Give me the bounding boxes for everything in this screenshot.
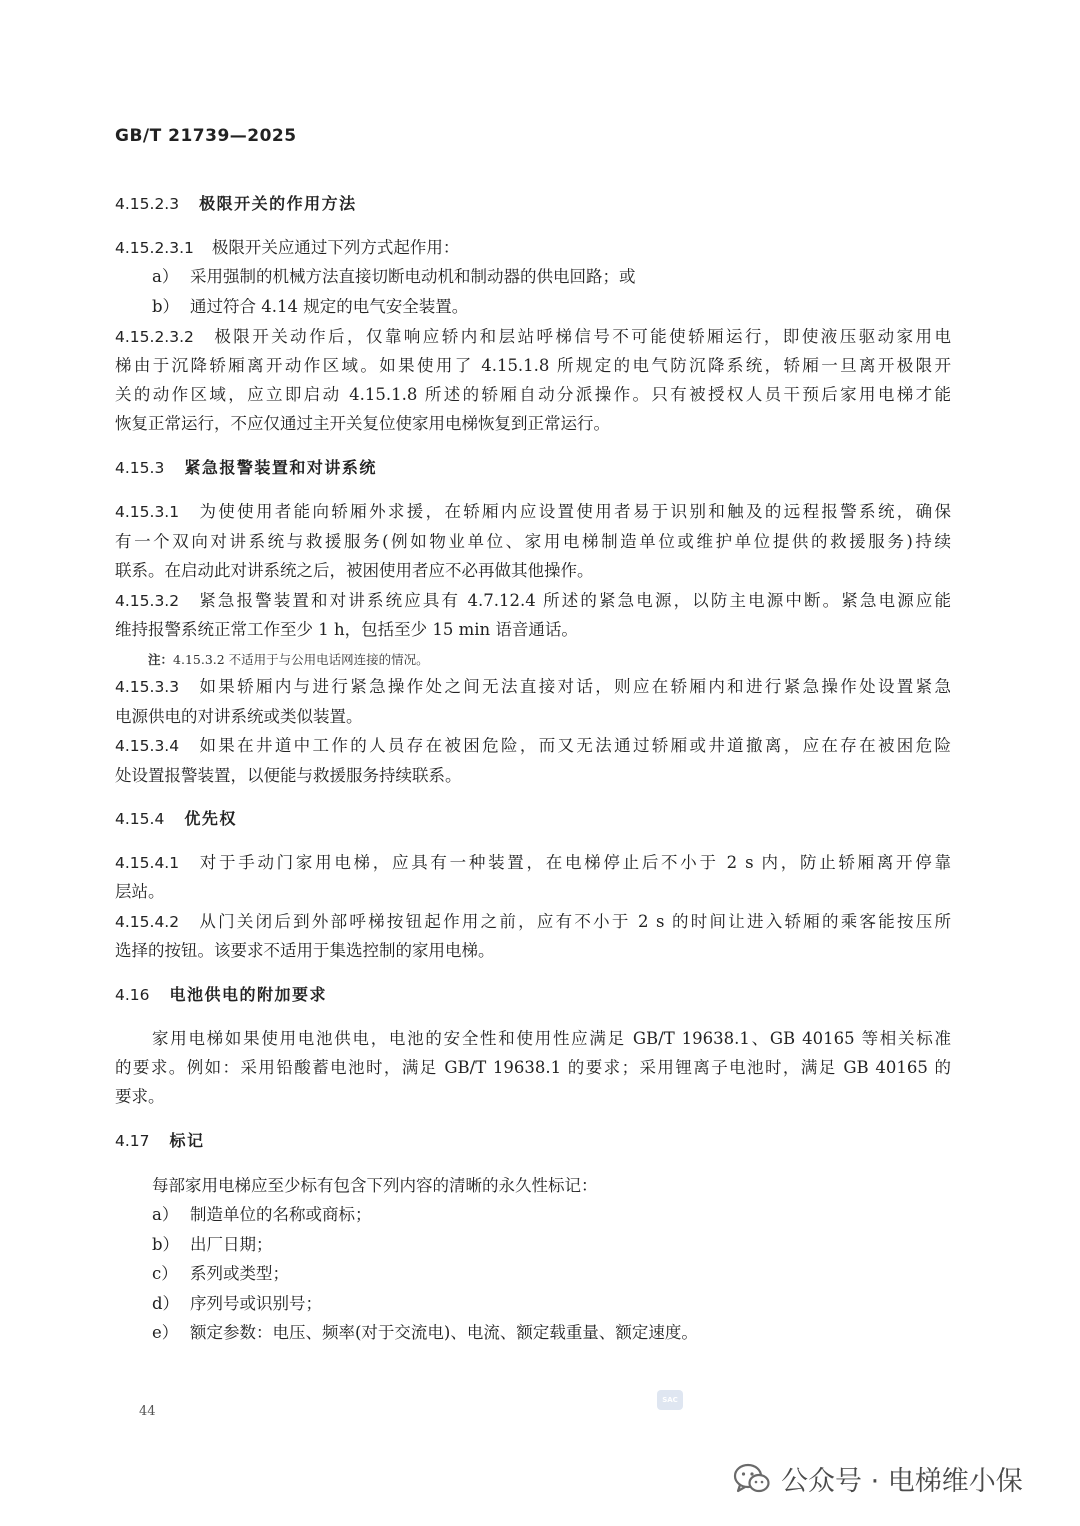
clause-4-15-2-3-1: [115, 233, 951, 263]
clause-number: 4.15.3.3: [115, 678, 180, 696]
clause-line: 如果在井道中工作的人员存在被困危险，而又无法通过轿厢或井道撤离，应在存在被困危险: [197, 736, 951, 755]
list-item: [152, 1200, 372, 1229]
section-number: 4.16: [115, 986, 150, 1004]
seal-text: SAC: [662, 1396, 678, 1404]
clause-number: 4.15.4.2: [115, 913, 180, 931]
clause-line: 如果轿厢内与进行紧急操作处之间无法直接对话，则应在轿厢内和进行紧急操作处设置紧急: [197, 677, 951, 696]
paragraph-line: 要求。: [115, 1087, 165, 1106]
clause-line: 为使使用者能向轿厢外求援，在轿厢内应设置使用者易于识别和触及的远程报警系统，确保: [197, 502, 951, 521]
clause-number: 4.15.3.2: [115, 592, 180, 610]
sac-seal-icon: [657, 1390, 683, 1410]
list-text: 采用强制的机械方法直接切断电动机和制动器的供电回路；或: [190, 267, 636, 286]
list-text: 额定参数：电压、频率(对于交流电)、电流、额定载重量、额定速度。: [190, 1323, 698, 1342]
section-heading-4-16: [115, 980, 327, 1010]
list-item: [152, 262, 636, 291]
list-item: [152, 1259, 289, 1288]
section-number: 4.15.4: [115, 810, 165, 828]
clause-4-15-3-1: [115, 497, 951, 527]
clause-number: 4.15.2.3.1: [115, 239, 194, 257]
clause-line: 极限开关动作后，仅靠响应轿内和层站呼梯信号不可能使轿厢运行，即使液压驱动家用电: [211, 327, 951, 346]
list-label: d）: [152, 1294, 180, 1313]
list-label: c）: [152, 1264, 178, 1283]
clause-line: 有一个双向对讲系统与救援服务(例如物业单位、家用电梯制造单位或维护单位提供的救援服务)持续: [115, 532, 951, 551]
paragraph-intro: 每部家用电梯应至少标有包含下列内容的清晰的永久性标记：: [152, 1176, 598, 1195]
clause-line: 电源供电的对讲系统或类似装置。: [115, 707, 363, 726]
clause-4-15-2-3-2: [115, 322, 951, 352]
page-number: 44: [139, 1404, 156, 1419]
clause-line: 联系。在启动此对讲系统之后，被困使用者应不必再做其他操作。: [115, 561, 594, 580]
list-text: 序列号或识别号；: [190, 1294, 322, 1313]
list-item: [152, 1230, 273, 1259]
section-title: 优先权: [184, 809, 237, 828]
section-title: 电池供电的附加要求: [169, 985, 328, 1004]
clause-number: 4.15.2.3.2: [115, 328, 194, 346]
clause-line: 紧急报警装置和对讲系统应具有 4.7.12.4 所述的紧急电源，以防主电源中断。紧急电源应能: [197, 591, 951, 610]
list-label: b）: [152, 297, 180, 316]
list-label: e）: [152, 1323, 179, 1342]
list-label: b）: [152, 1235, 180, 1254]
list-item: [152, 1289, 322, 1318]
note: [148, 650, 429, 670]
section-heading-4-17: [115, 1126, 205, 1156]
note-label: 注：: [148, 652, 174, 667]
clause-line: 对于手动门家用电梯，应具有一种装置，在电梯停止后不小于 2 s 内，防止轿厢离开停靠: [197, 853, 951, 872]
clause-line: 处设置报警装置，以便能与救援服务持续联系。: [115, 766, 462, 785]
list-label: a）: [152, 267, 179, 286]
clause-line: 恢复正常运行，不应仅通过主开关复位使家用电梯恢复到正常运行。: [115, 414, 610, 433]
clause-number: 4.15.3.1: [115, 503, 180, 521]
clause-line: 维持报警系统正常工作至少 1 h，包括至少 15 min 语音通话。: [115, 620, 578, 639]
note-text: 4.15.3.2 不适用于与公用电话网连接的情况。: [173, 652, 429, 667]
section-heading-4-15-4: [115, 804, 237, 834]
clause-4-15-4-1: [115, 848, 951, 878]
clause-text: 极限开关应通过下列方式起作用：: [211, 238, 460, 257]
clause-line: 选择的按钮。该要求不适用于集选控制的家用电梯。: [115, 941, 495, 960]
paragraph-line: 的要求。例如：采用铅酸蓄电池时，满足 GB/T 19638.1 的要求；采用锂离子电池时，满足 GB 40165 的: [115, 1058, 951, 1077]
list-item: [152, 292, 468, 321]
list-item: [152, 1318, 698, 1347]
section-number: 4.17: [115, 1132, 150, 1150]
section-heading-4-15-3: [115, 453, 377, 483]
clause-line: 层站。: [115, 882, 165, 901]
standard-code: GB/T 21739—2025: [115, 126, 297, 146]
clause-4-15-3-4: [115, 731, 951, 761]
section-title: 标记: [169, 1131, 205, 1150]
section-title: 极限开关的作用方法: [199, 194, 357, 213]
clause-line: 梯由于沉降轿厢离开动作区域。如果使用了 4.15.1.8 所规定的电气防沉降系统，轿厢一旦离开极限开: [115, 356, 951, 375]
list-text: 出厂日期；: [190, 1235, 273, 1254]
clause-4-15-3-2: [115, 586, 951, 616]
section-title: 紧急报警装置和对讲系统: [184, 458, 377, 477]
list-text: 制造单位的名称或商标；: [190, 1205, 372, 1224]
clause-4-15-4-2: [115, 907, 951, 937]
wechat-icon: [733, 1463, 771, 1495]
clause-line: 关的动作区域，应立即启动 4.15.1.8 所述的轿厢自动分派操作。只有被授权人员干预后家用电梯才能: [115, 385, 951, 404]
clause-4-15-3-3: [115, 672, 951, 702]
section-number: 4.15.3: [115, 459, 165, 477]
list-text: 系列或类型；: [190, 1264, 289, 1283]
list-label: a）: [152, 1205, 179, 1224]
section-heading-4-15-2-3: [115, 189, 357, 219]
list-text: 通过符合 4.14 规定的电气安全装置。: [190, 297, 469, 316]
clause-number: 4.15.4.1: [115, 854, 180, 872]
clause-line: 从门关闭后到外部呼梯按钮起作用之前，应有不小于 2 s 的时间让进入轿厢的乘客能按压所: [197, 912, 951, 931]
section-number: 4.15.2.3: [115, 195, 180, 213]
paragraph-line: 家用电梯如果使用电池供电，电池的安全性和使用性应满足 GB/T 19638.1、GB 40165 等相关标准: [152, 1029, 951, 1048]
watermark-text: 公众号 · 电梯维小保: [781, 1466, 1023, 1497]
wechat-watermark: [733, 1459, 1023, 1498]
clause-number: 4.15.3.4: [115, 737, 180, 755]
